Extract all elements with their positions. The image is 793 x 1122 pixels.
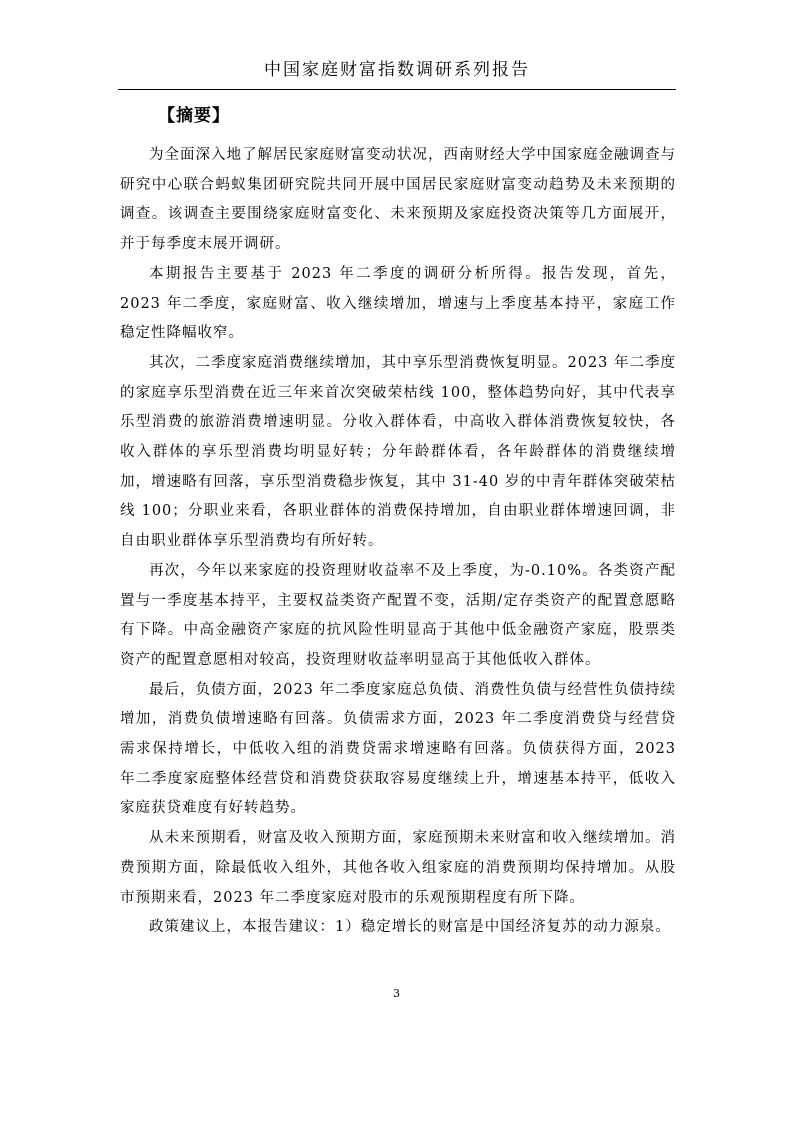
paragraph-expectations: 从未来预期看，财富及收入预期方面，家庭预期未来财富和收入继续增加。消费预期方面，除最低收入组外，其他各收入组家庭的消费预期均保持增加。从股市预期来看，2023 年二季度家庭对股市的乐观预期程度有所下降。 [120, 830, 676, 906]
abstract-heading: 【摘要】 [158, 106, 230, 126]
header-divider [118, 89, 676, 90]
paragraph-debt: 最后，负债方面，2023 年二季度家庭总负债、消费性负债与经营性负债持续增加，消费负债增速略有回落。负债需求方面，2023 年二季度消费贷与经营贷需求保持增长，中低收入组的消费贷需求增速略有回落。负债获得方面，2023 年二季度家庭整体经营贷和消费贷获取容易度继续上升，增速基本持平，低收入家庭获贷难度有好转趋势。 [120, 681, 677, 817]
paragraph-consumption: 其次，二季度家庭消费继续增加，其中享乐型消费恢复明显。2023 年二季度的家庭享乐型消费在近三年来首次突破荣枯线 100，整体趋势向好，其中代表享乐型消费的旅游消费增速明显。分收入群体看，中高收入群体消费恢复较快，各收入群体的享乐型消费均明显好转；分年龄群体看，各年龄群体的消费继续增加，增速略有回落，享乐型消费稳步恢复，其中 31-40 岁的中青年群体突破荣枯线 100；分职业来看，各职业群体的消费保持增加，自由职业群体增速回调，非自由职业群体享乐型消费均有所好转。 [120, 354, 677, 550]
page-number: 3 [393, 987, 400, 1000]
paragraph-policy: 政策建议上，本报告建议：1）稳定增长的财富是中国经济复苏的动力源泉。 [149, 919, 671, 936]
paragraph-survey-intro: 为全面深入地了解居民家庭财富变动状况，西南财经大学中国家庭金融调查与研究中心联合蚂蚁集团研究院共同开展中国居民家庭财富变动趋势及未来预期的调查。该调查主要围绕家庭财富变化、未来预期及家庭投资决策等几方面展开，并于每季度末展开调研。 [120, 147, 676, 253]
abstract-body [120, 141, 676, 943]
report-series-title: 中国家庭财富指数调研系列报告 [264, 60, 530, 80]
paragraph-investment: 再次，今年以来家庭的投资理财收益率不及上季度，为-0.10%。各类资产配置与一季度基本持平，主要权益类资产配置不变，活期/定存类资产的配置意愿略有下降。中高金融资产家庭的抗风险性明显高于其他中低金融资产家庭，股票类资产的配置意愿相对较高，投资理财收益率明显高于其他低收入群体。 [120, 562, 676, 668]
paragraph-wealth-income: 本期报告主要基于 2023 年二季度的调研分析所得。报告发现，首先，2023 年二季度，家庭财富、收入继续增加，增速与上季度基本持平，家庭工作稳定性降幅收窄。 [120, 265, 676, 342]
